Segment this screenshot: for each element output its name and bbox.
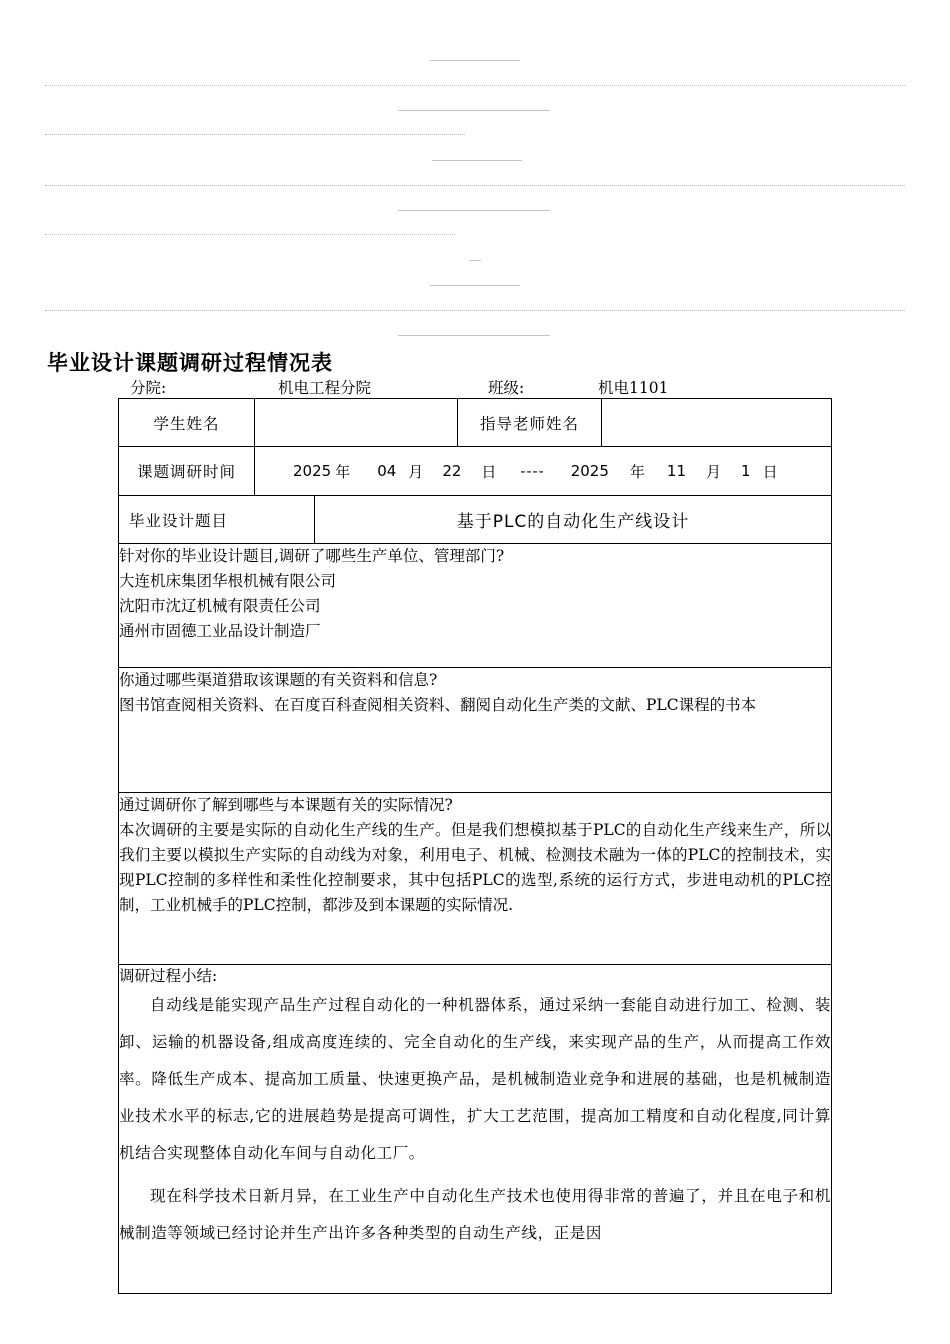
start-year: 2025 [293,462,332,480]
header-rule [398,335,550,336]
survey-form-table [118,398,832,1294]
units-line: 通州市固德工业品设计制造厂 [119,622,321,640]
student-name-field[interactable] [255,399,458,447]
channels-row [119,668,832,793]
date-range-dash: ---- [520,462,545,480]
summary-paragraph: 自动线是能实现产品生产过程自动化的一种机器体系，通过采纳一套能自动进行加工、检测、装卸、运输的机器设备,组成高度连续的、完全自动化的生产线，来实现产品的生产，从而提高工作效率。降低生产成本、提高加工质量、快速更换产品，是机械制造业竞争和进展的基础，也是机械制造业技术水平的标志,它的进展趋势是提高可调性，扩大工艺范围，提高加工精度和自动化程度,同计算机结合实现整体自动化车间与自动化工厂。 [119,996,831,1162]
units-line: 大连机床集团华根机械有限公司 [119,572,337,590]
student-name-label: 学生姓名 [119,399,255,447]
units-row [119,544,832,668]
class-label: 班级: [488,379,525,397]
header-rule [430,285,520,286]
facts-section[interactable] [119,793,832,965]
day-unit: 日 [762,462,778,481]
topic-label: 毕业设计题目 [119,496,315,544]
student-row [119,399,832,447]
end-day: 1 [741,462,751,480]
year-unit: 年 [629,462,645,481]
end-month: 11 [666,462,686,480]
topic-value[interactable]: 基于PLC的自动化生产线设计 [315,496,832,544]
page-title: 毕业设计课题调研过程情况表 [47,350,333,375]
header-rule [469,260,481,261]
channels-question: 你通过哪些渠道猎取该课题的有关资料和信息? [119,671,438,689]
start-day: 22 [442,462,462,480]
summary-section[interactable] [119,965,832,1294]
class-value: 机电1101 [598,379,669,397]
header-rule [430,60,520,61]
facts-answer: 本次调研的主要是实际的自动化生产线的生产。但是我们想模拟基于PLC的自动化生产线来生产，所以我们主要以模拟生产实际的自动线为对象，利用电子、机械、检测技术融为一体的PLC的控制技术，实现PLC控制的多样性和柔性化控制要求，其中包括PLC的选型,系统的运行方式，步进电动机的PLC控制，工业机械手的PLC控制，都涉及到本课题的实际情况. [119,821,831,914]
units-section[interactable] [119,544,832,668]
channels-section[interactable] [119,668,832,793]
channels-answer: 图书馆查阅相关资料、在百度百科查阅相关资料、翻阅自动化生产类的文献、PLC课程的书本 [119,696,757,714]
summary-paragraph: 现在科学技术日新月异，在工业生产中自动化生产技术也使用得非常的普遍了，并且在电子和机械制造等领域已经讨论并生产出许多各种类型的自动生产线，正是因 [119,1187,831,1242]
survey-time-value[interactable] [255,447,832,496]
header-rule [45,134,465,135]
header-rule [398,210,550,211]
month-unit: 月 [706,462,722,481]
summary-row [119,965,832,1294]
survey-time-label: 课题调研时间 [119,447,255,496]
dept-value: 机电工程分院 [278,379,372,397]
facts-row [119,793,832,965]
year-unit: 年 [335,462,351,481]
header-rule [45,185,905,186]
advisor-name-label: 指导老师姓名 [458,399,602,447]
summary-heading: 调研过程小结: [119,967,218,985]
header-rule [432,160,522,161]
topic-row [119,496,832,544]
day-unit: 日 [481,462,497,481]
units-line: 沈阳市沈辽机械有限责任公司 [119,597,321,615]
time-row [119,447,832,496]
start-month: 04 [377,462,397,480]
end-year: 2025 [570,462,609,480]
header-rule [45,234,455,235]
header-rule [398,110,550,111]
units-question: 针对你的毕业设计题目,调研了哪些生产单位、管理部门? [119,547,505,565]
facts-question: 通过调研你了解到哪些与本课题有关的实际情况? [119,796,453,814]
dept-label: 分院: [130,379,167,397]
month-unit: 月 [408,462,424,481]
advisor-name-field[interactable] [602,399,832,447]
header-rule [45,310,905,311]
header-rule [45,85,905,86]
